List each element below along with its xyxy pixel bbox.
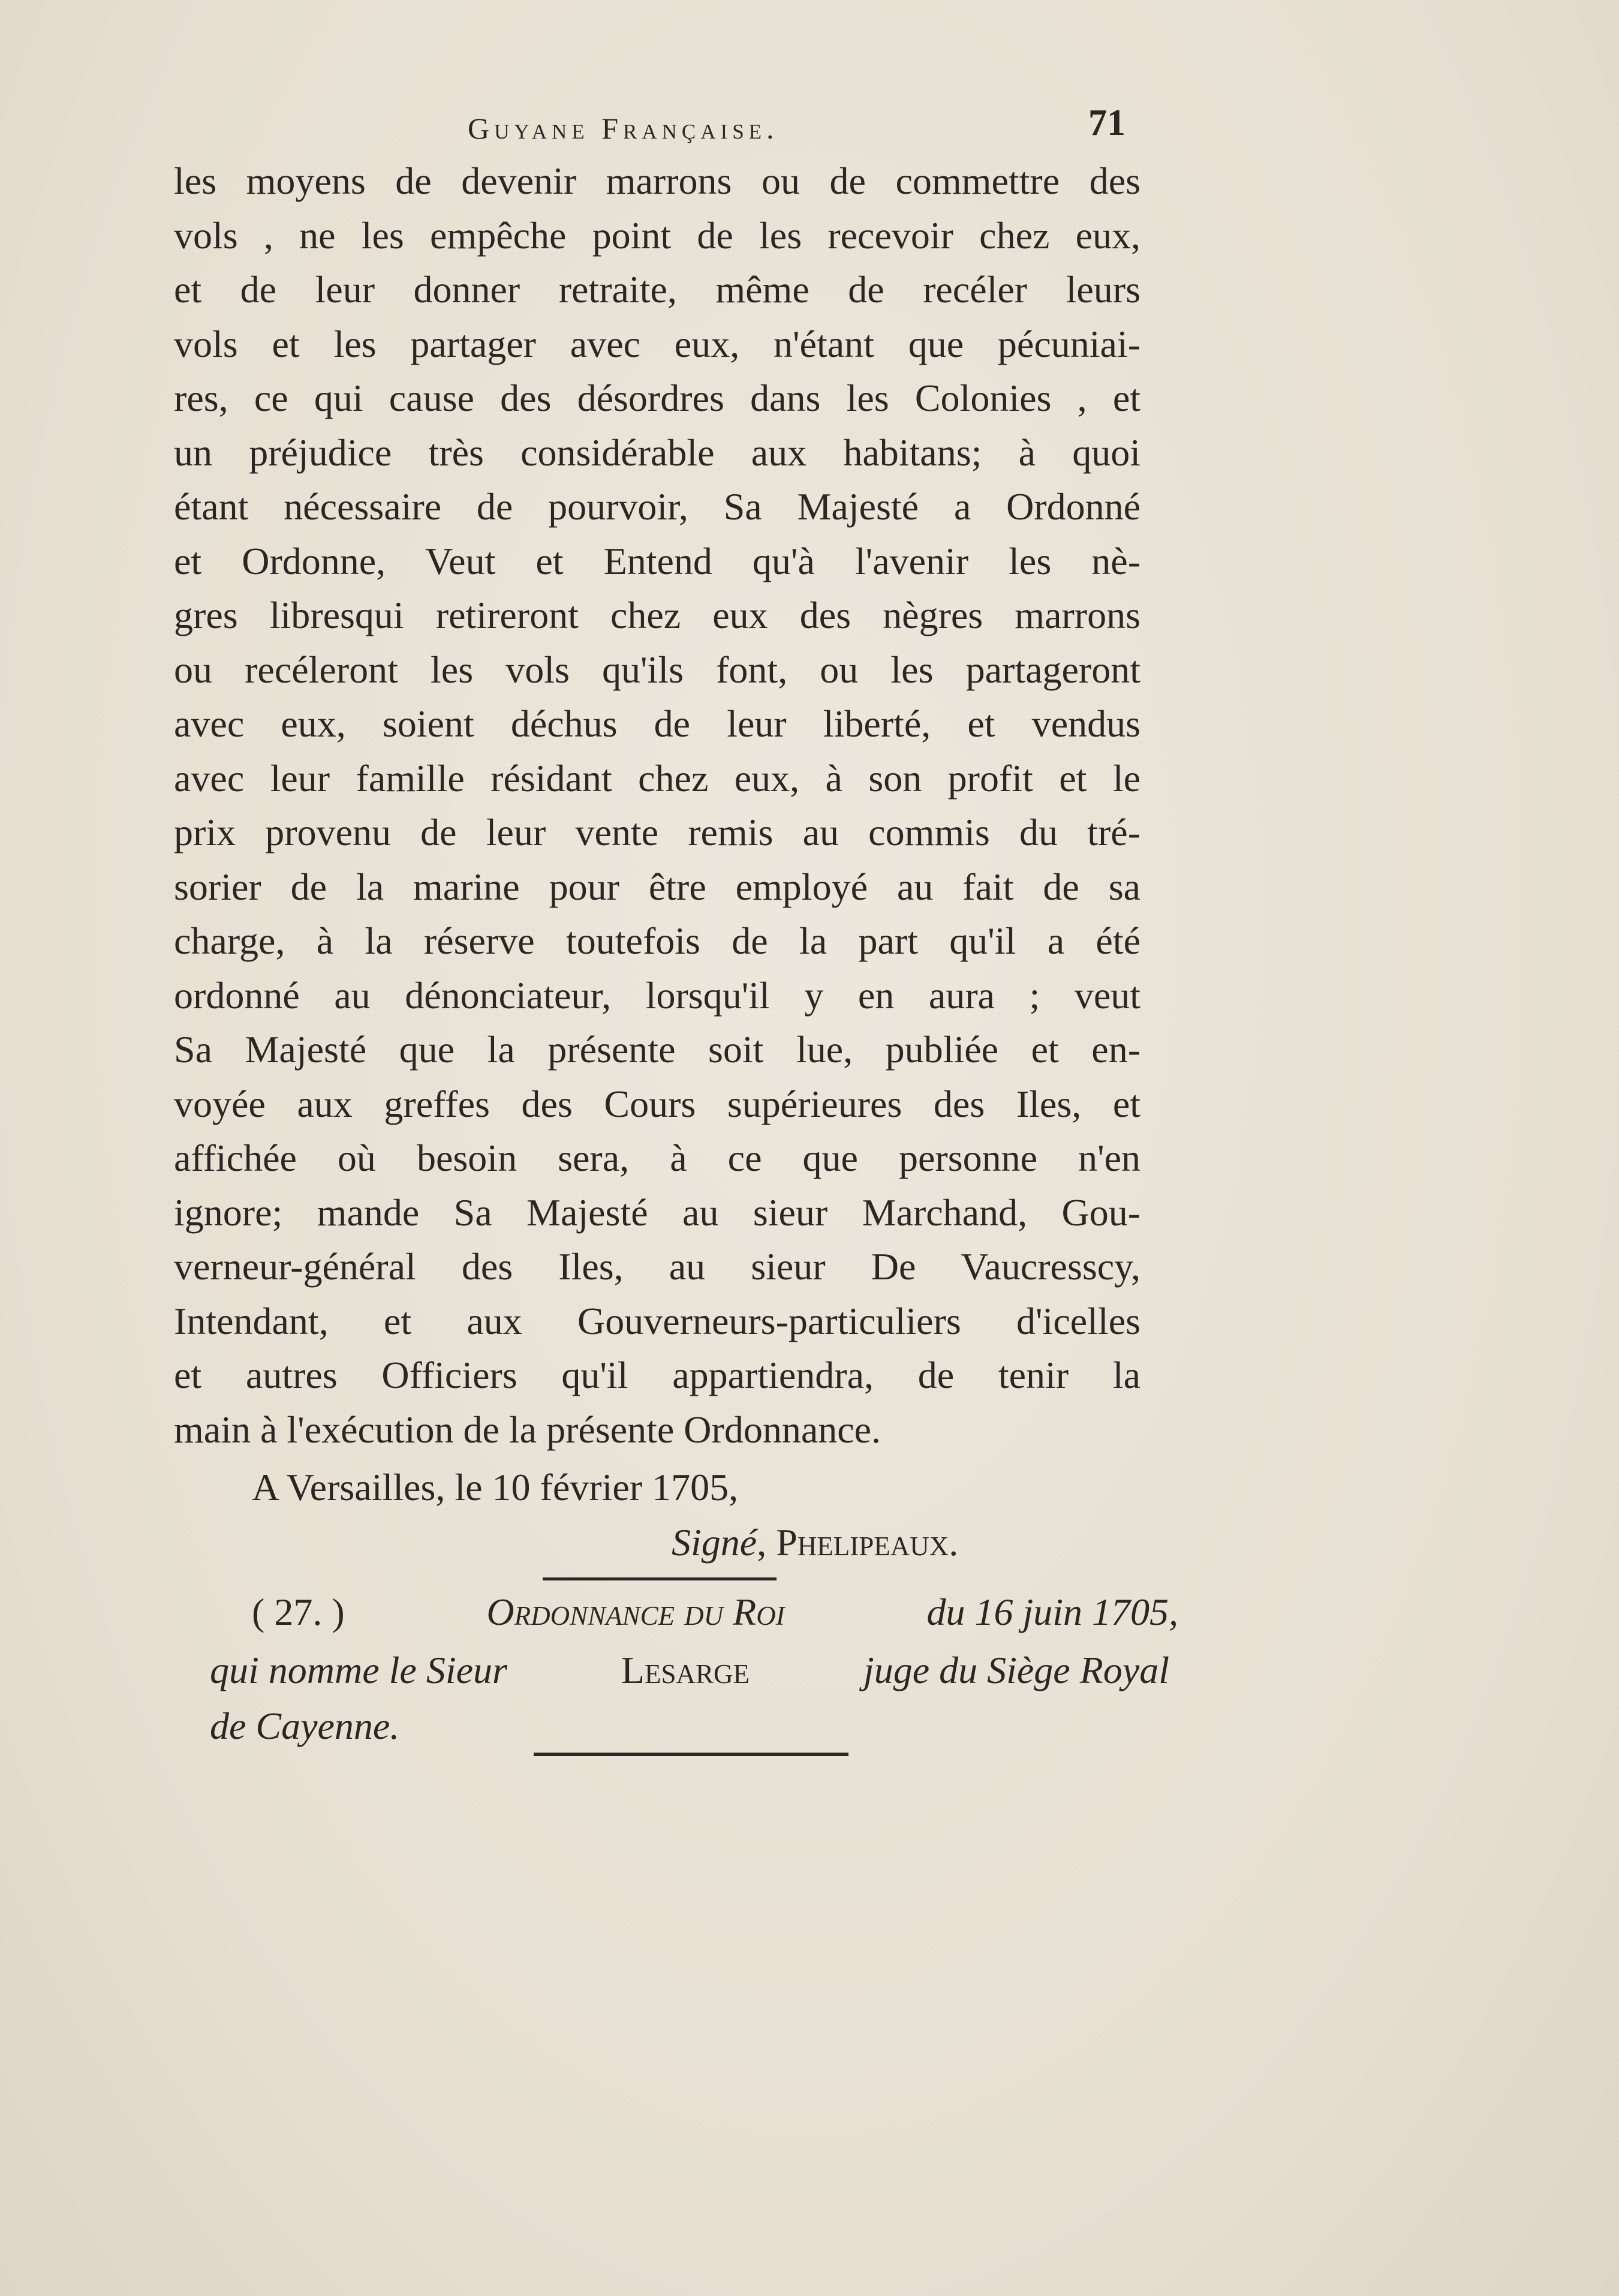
entry-line-2 — [210, 1646, 1169, 1694]
body-line: charge, à la réserve toutefois de la part qu'il a été — [174, 919, 1140, 962]
entry-title-date: du 16 juin 1705, — [926, 1591, 1178, 1633]
body-line: affichée où besoin sera, à ce que personne n'en — [174, 1137, 1140, 1179]
page-number: 71 — [1088, 103, 1126, 143]
body-line: ignore; mande Sa Majesté au sieur Marchand, Gou- — [174, 1191, 1140, 1234]
body-line: les moyens de devenir marrons ou de commettre des — [174, 160, 1140, 202]
signatory-name: Phelipeaux. — [776, 1521, 959, 1564]
body-line: Intendant, et aux Gouverneurs-particuliers d'icelles — [174, 1300, 1140, 1342]
signed-label: Signé — [672, 1521, 757, 1564]
body-line: sorier de la marine pour être employé au fait de sa — [174, 865, 1140, 908]
body-line: res, ce qui cause des désordres dans les Colonies , et — [174, 377, 1140, 419]
body-line: avec leur famille résidant chez eux, à son profit et le — [174, 757, 1140, 800]
body-line: Sa Majesté que la présente soit lue, publiée et en- — [174, 1028, 1140, 1071]
body-line: verneur-général des Iles, au sieur De Vaucresscy, — [174, 1245, 1140, 1288]
body-line: vols , ne les empêche point de les recevoir chez eux, — [174, 214, 1140, 257]
entry-line2-b: juge du Siège Royal — [863, 1649, 1169, 1691]
body-line: avec eux, soient déchus de leur liberté, et vendus — [174, 702, 1140, 745]
body-line: ou recéleront les vols qu'ils font, ou les partageront — [174, 648, 1140, 691]
separator-rule — [543, 1577, 777, 1580]
body-line: gres libresqui retireront chez eux des nègres marrons — [174, 594, 1140, 636]
dateline: A Versailles, le 10 février 1705, — [252, 1466, 739, 1508]
body-line: vols et les partager avec eux, n'étant que pécuniai- — [174, 323, 1140, 365]
end-rule — [534, 1753, 848, 1756]
entry-line-3: de Cayenne. — [210, 1705, 400, 1747]
signature-separator: , — [757, 1521, 767, 1564]
body-line: étant nécessaire de pourvoir, Sa Majesté a Ordonné — [174, 485, 1140, 528]
body-line: ordonné au dénonciateur, lorsqu'il y en aura ; veut — [174, 974, 1140, 1017]
entry-person-name: Lesarge — [621, 1649, 750, 1691]
body-line: et Ordonne, Veut et Entend qu'à l'avenir les nè- — [174, 540, 1140, 582]
entry-title-caps: Ordonnance du Roi — [486, 1591, 785, 1633]
body-line: prix provenu de leur vente remis au commis du tré- — [174, 811, 1140, 854]
running-title: Guyane Française. — [468, 112, 779, 145]
body-line: et autres Officiers qu'il appartiendra, de tenir la — [174, 1354, 1140, 1396]
signature-line — [672, 1519, 958, 1567]
body-line: voyée aux greffes des Cours supérieures des Iles, et — [174, 1083, 1140, 1125]
body-line: main à l'exécution de la présente Ordonnance. — [174, 1408, 881, 1451]
entry-title-line — [252, 1588, 1178, 1636]
body-line: un préjudice très considérable aux habitans; à quoi — [174, 431, 1140, 474]
entry-number: ( 27. ) — [252, 1591, 345, 1633]
body-line: et de leur donner retraite, même de recéler leurs — [174, 268, 1140, 311]
entry-line2-a: qui nomme le Sieur — [210, 1649, 507, 1691]
